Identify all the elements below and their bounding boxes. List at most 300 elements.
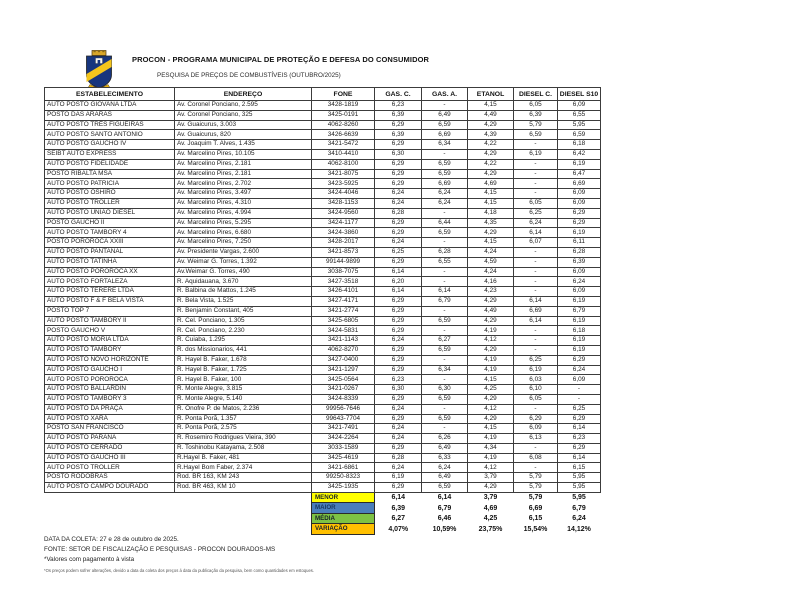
price-gas-c: 6,24 bbox=[375, 463, 422, 473]
price-gas-a: 6,59 bbox=[422, 316, 468, 326]
summary-diesel-s10: 6,79 bbox=[572, 504, 586, 512]
price-diesel-c: 6,29 bbox=[514, 414, 558, 424]
price-gas-a: 6,59 bbox=[422, 159, 468, 169]
price-etanol: 4,12 bbox=[468, 336, 514, 346]
price-gas-a: - bbox=[422, 306, 468, 316]
establishment-name: AUTO POSTO TAMBORY bbox=[45, 345, 175, 355]
address: R. Cuiaba, 1.295 bbox=[175, 336, 312, 346]
price-gas-a: - bbox=[422, 277, 468, 287]
price-gas-c: 6,29 bbox=[375, 414, 422, 424]
collection-date-note: DATA DA COLETA: 27 e 28 de outubro de 2025. bbox=[44, 536, 179, 543]
price-diesel-s10: 6,29 bbox=[558, 414, 601, 424]
fuel-price-table bbox=[44, 87, 601, 535]
phone: 3410-4410 bbox=[312, 149, 375, 159]
table-row bbox=[45, 247, 601, 257]
table-header bbox=[45, 88, 601, 101]
phone: 99250-8323 bbox=[312, 473, 375, 483]
address: Av. Coronel Ponciano, 325 bbox=[175, 110, 312, 120]
price-etanol: 4,16 bbox=[468, 277, 514, 287]
phone: 3424-2264 bbox=[312, 434, 375, 444]
price-diesel-s10: 5,95 bbox=[558, 483, 601, 493]
phone: 3421-6861 bbox=[312, 463, 375, 473]
price-gas-a: 6,59 bbox=[422, 414, 468, 424]
price-diesel-c: - bbox=[514, 443, 558, 453]
price-gas-c: 6,14 bbox=[375, 267, 422, 277]
table-row bbox=[45, 140, 601, 150]
establishment-name: POSTO DAS ARARAS bbox=[45, 110, 175, 120]
establishment-name: AUTO POSTO OSHIRO bbox=[45, 189, 175, 199]
address: R.Hayel Bom Faber, 2.374 bbox=[175, 463, 312, 473]
price-diesel-s10: 6,39 bbox=[558, 257, 601, 267]
summary-gas-c: 4,07% bbox=[388, 525, 409, 533]
establishment-name: AUTO POSTO UNIAO DIESEL bbox=[45, 208, 175, 218]
price-diesel-s10: 6,09 bbox=[558, 287, 601, 297]
price-diesel-s10: 6,24 bbox=[558, 277, 601, 287]
address: R. Cel. Ponciano, 2.230 bbox=[175, 326, 312, 336]
price-gas-c: 6,29 bbox=[375, 140, 422, 150]
table-row bbox=[45, 287, 601, 297]
price-etanol: 4,29 bbox=[468, 296, 514, 306]
price-diesel-c: - bbox=[514, 404, 558, 414]
address: Av. Guaicurus, 3.003 bbox=[175, 120, 312, 130]
price-diesel-c: 6,19 bbox=[514, 149, 558, 159]
address: Av. Marcelino Pires, 10.105 bbox=[175, 149, 312, 159]
summary-gas-a: 6,14 bbox=[437, 494, 452, 502]
establishment-name: AUTO POSTO XARÁ bbox=[45, 414, 175, 424]
phone: 3428-2017 bbox=[312, 238, 375, 248]
phone: 3424-1177 bbox=[312, 218, 375, 228]
table-row bbox=[45, 375, 601, 385]
price-diesel-s10: - bbox=[558, 394, 601, 404]
table-row bbox=[45, 159, 601, 169]
price-etanol: 4,23 bbox=[468, 287, 514, 297]
price-diesel-c: 5,79 bbox=[514, 483, 558, 493]
table-row bbox=[45, 345, 601, 355]
price-gas-a: 6,26 bbox=[422, 434, 468, 444]
price-gas-c: 6,20 bbox=[375, 277, 422, 287]
phone: 3427-0400 bbox=[312, 355, 375, 365]
price-gas-c: 6,19 bbox=[375, 473, 422, 483]
table-row bbox=[45, 130, 601, 140]
price-diesel-c: 6,14 bbox=[514, 316, 558, 326]
price-gas-a: 6,55 bbox=[422, 257, 468, 267]
price-gas-c: 6,23 bbox=[375, 101, 422, 111]
address: Av. Marcelino Pires, 2.181 bbox=[175, 169, 312, 179]
price-etanol: 4,29 bbox=[468, 345, 514, 355]
price-diesel-c: - bbox=[514, 267, 558, 277]
price-diesel-s10: - bbox=[558, 385, 601, 395]
price-diesel-s10: 6,42 bbox=[558, 149, 601, 159]
phone: 3421-8075 bbox=[312, 169, 375, 179]
summary-gas-a: 10,59% bbox=[432, 525, 457, 533]
price-gas-a: - bbox=[422, 326, 468, 336]
price-etanol: 4,49 bbox=[468, 110, 514, 120]
establishment-name: AUTO POSTO TAMBORY 3 bbox=[45, 394, 175, 404]
price-gas-c: 6,24 bbox=[375, 434, 422, 444]
establishment-name: AUTO POSTO PARANA bbox=[45, 434, 175, 444]
address: Av. Marcelino Pires, 5.295 bbox=[175, 218, 312, 228]
price-gas-c: 6,30 bbox=[375, 149, 422, 159]
table-row bbox=[45, 267, 601, 277]
table-row bbox=[45, 277, 601, 287]
address: R. Benjamin Constant, 405 bbox=[175, 306, 312, 316]
price-diesel-s10: 6,19 bbox=[558, 228, 601, 238]
price-etanol: 4,29 bbox=[468, 394, 514, 404]
summary-label: MÉDIA bbox=[312, 513, 375, 524]
price-gas-c: 6,29 bbox=[375, 257, 422, 267]
phone: 3423-5925 bbox=[312, 179, 375, 189]
summary-diesel-c: 6,69 bbox=[528, 504, 543, 512]
price-diesel-s10: 6,47 bbox=[558, 169, 601, 179]
table-row bbox=[45, 434, 601, 444]
establishment-name: POSTO SAN FRANCISCO bbox=[45, 424, 175, 434]
establishment-name: POSTO RIBALTA MSA bbox=[45, 169, 175, 179]
table-row bbox=[45, 149, 601, 159]
price-gas-a: 6,30 bbox=[422, 385, 468, 395]
phone: 3424-4046 bbox=[312, 189, 375, 199]
summary-label: VARIAÇÃO bbox=[312, 524, 375, 535]
price-diesel-s10: 6,19 bbox=[558, 345, 601, 355]
price-etanol: 4,15 bbox=[468, 101, 514, 111]
address: Av.Weimar G. Torres, 490 bbox=[175, 267, 312, 277]
establishment-name: AUTO POSTO TROLLER bbox=[45, 463, 175, 473]
table-row bbox=[45, 336, 601, 346]
summary-gas-c: 6,27 bbox=[391, 515, 406, 523]
price-diesel-s10: 6,09 bbox=[558, 198, 601, 208]
price-diesel-c: - bbox=[514, 159, 558, 169]
table-row bbox=[45, 385, 601, 395]
table-row bbox=[45, 463, 601, 473]
summary-diesel-s10: 5,95 bbox=[572, 494, 586, 502]
phone: 3421-5472 bbox=[312, 140, 375, 150]
page-title: PROCON - PROGRAMA MUNICIPAL DE PROTEÇÃO E DEFESA DO CONSUMIDOR bbox=[132, 55, 430, 64]
price-gas-c: 6,29 bbox=[375, 365, 422, 375]
footer-notes bbox=[44, 535, 314, 575]
price-gas-a: - bbox=[422, 375, 468, 385]
summary-diesel-c: 5,79 bbox=[528, 494, 543, 502]
address: R. Monte Alegre, 5.140 bbox=[175, 394, 312, 404]
table-row bbox=[45, 257, 601, 267]
summary-spacer bbox=[45, 513, 312, 524]
price-etanol: 3,79 bbox=[468, 473, 514, 483]
summary-spacer bbox=[45, 524, 312, 535]
phone: 3425-0564 bbox=[312, 375, 375, 385]
establishment-name: AUTO POSTO TAMBORY II bbox=[45, 316, 175, 326]
price-gas-c: 6,39 bbox=[375, 130, 422, 140]
price-diesel-c: - bbox=[514, 140, 558, 150]
price-diesel-s10: 6,29 bbox=[558, 218, 601, 228]
address: R. Cel. Ponciano, 1.305 bbox=[175, 316, 312, 326]
price-gas-c: 6,24 bbox=[375, 198, 422, 208]
table-row bbox=[45, 179, 601, 189]
phone: 3425-1935 bbox=[312, 483, 375, 493]
price-diesel-c: 6,08 bbox=[514, 453, 558, 463]
address: Av. Marcelino Pires, 4.994 bbox=[175, 208, 312, 218]
summary-gas-a: 6,46 bbox=[437, 515, 452, 523]
address: Av. Weimar G. Torres, 1.392 bbox=[175, 257, 312, 267]
price-gas-c: 6,24 bbox=[375, 424, 422, 434]
summary-etanol: 23,75% bbox=[478, 525, 503, 533]
price-gas-a: - bbox=[422, 267, 468, 277]
establishment-name: SEIBT AUTO EXPRESS bbox=[45, 149, 175, 159]
phone: 3421-1143 bbox=[312, 336, 375, 346]
address: R.Hayel B. Faker, 481 bbox=[175, 453, 312, 463]
price-diesel-s10: 6,09 bbox=[558, 375, 601, 385]
phone: 3421-0267 bbox=[312, 385, 375, 395]
price-diesel-c: 5,79 bbox=[514, 473, 558, 483]
price-gas-a: 6,59 bbox=[422, 345, 468, 355]
establishment-name: AUTO POSTO POROROCA XX bbox=[45, 267, 175, 277]
price-diesel-s10: 5,95 bbox=[558, 120, 601, 130]
address: Av. Marcelino Pires, 4.310 bbox=[175, 198, 312, 208]
price-diesel-c: - bbox=[514, 189, 558, 199]
price-etanol: 4,15 bbox=[468, 198, 514, 208]
price-gas-a: 6,59 bbox=[422, 394, 468, 404]
price-diesel-s10: 6,59 bbox=[558, 130, 601, 140]
table-row bbox=[45, 424, 601, 434]
address: R. Onofre P. de Matos, 2.236 bbox=[175, 404, 312, 414]
summary-gas-a: 6,79 bbox=[437, 504, 452, 512]
price-diesel-s10: 6,29 bbox=[558, 208, 601, 218]
price-gas-a: 6,49 bbox=[422, 443, 468, 453]
price-diesel-s10: 6,25 bbox=[558, 404, 601, 414]
address: R. Hayel B. Faker, 100 bbox=[175, 375, 312, 385]
table-row bbox=[45, 120, 601, 130]
price-diesel-c: 6,25 bbox=[514, 208, 558, 218]
price-gas-a: 6,59 bbox=[422, 483, 468, 493]
establishment-name: AUTO POSTO FIDELIDADE bbox=[45, 159, 175, 169]
establishment-name: AUTO POSTO GAUCHO IV bbox=[45, 140, 175, 150]
table-row bbox=[45, 238, 601, 248]
phone: 3421-1297 bbox=[312, 365, 375, 375]
price-gas-a: 6,69 bbox=[422, 130, 468, 140]
price-diesel-s10: 6,09 bbox=[558, 267, 601, 277]
price-etanol: 4,15 bbox=[468, 189, 514, 199]
price-gas-a: 6,27 bbox=[422, 336, 468, 346]
price-diesel-s10: 6,19 bbox=[558, 336, 601, 346]
table-row bbox=[45, 169, 601, 179]
address: R. Hayel B. Faker, 1.678 bbox=[175, 355, 312, 365]
price-diesel-c: - bbox=[514, 336, 558, 346]
price-diesel-c: 6,25 bbox=[514, 355, 558, 365]
address: R. Hayel B. Faker, 1.725 bbox=[175, 365, 312, 375]
table-row bbox=[45, 316, 601, 326]
price-etanol: 4,15 bbox=[468, 424, 514, 434]
price-gas-a: - bbox=[422, 424, 468, 434]
price-etanol: 4,15 bbox=[468, 375, 514, 385]
price-etanol: 4,29 bbox=[468, 169, 514, 179]
phone: 4062-8100 bbox=[312, 159, 375, 169]
source-note: FONTE: SETOR DE FISCALIZAÇÃO E PESQUISAS - PROCON DOURADOS-MS bbox=[44, 546, 276, 553]
address: R. Aquidauana, 3.670 bbox=[175, 277, 312, 287]
price-diesel-s10: 6,28 bbox=[558, 247, 601, 257]
price-diesel-c: 6,13 bbox=[514, 434, 558, 444]
price-diesel-c: - bbox=[514, 463, 558, 473]
price-etanol: 4,69 bbox=[468, 179, 514, 189]
price-gas-a: 6,28 bbox=[422, 247, 468, 257]
address: Av. Coronel Ponciano, 2.595 bbox=[175, 101, 312, 111]
price-gas-c: 6,29 bbox=[375, 120, 422, 130]
establishment-name: AUTO POSTO CAMPO DOURADO bbox=[45, 483, 175, 493]
establishment-name: AUTO POSTO FORTALEZA bbox=[45, 277, 175, 287]
price-gas-c: 6,28 bbox=[375, 453, 422, 463]
price-gas-c: 6,39 bbox=[375, 110, 422, 120]
price-diesel-c: 6,05 bbox=[514, 394, 558, 404]
establishment-name: AUTO POSTO BALLARDIN bbox=[45, 385, 175, 395]
price-diesel-c: 6,14 bbox=[514, 228, 558, 238]
price-etanol: 4,29 bbox=[468, 414, 514, 424]
price-gas-a: 6,59 bbox=[422, 228, 468, 238]
cash-payment-note: *Valores com pagamento à vista bbox=[44, 556, 135, 563]
municipal-crest-icon bbox=[84, 50, 114, 90]
phone: 3421-2774 bbox=[312, 306, 375, 316]
address: Av. Presidente Vargas, 2.600 bbox=[175, 247, 312, 257]
price-gas-a: 6,59 bbox=[422, 120, 468, 130]
price-diesel-s10: 6,09 bbox=[558, 101, 601, 111]
price-etanol: 4,29 bbox=[468, 120, 514, 130]
col-header-endereco: ENDEREÇO bbox=[175, 88, 312, 101]
price-gas-a: 6,24 bbox=[422, 463, 468, 473]
address: R. Ponta Porã, 1.357 bbox=[175, 414, 312, 424]
table-row bbox=[45, 189, 601, 199]
price-etanol: 4,12 bbox=[468, 404, 514, 414]
price-etanol: 4,19 bbox=[468, 453, 514, 463]
price-etanol: 4,12 bbox=[468, 463, 514, 473]
table-row bbox=[45, 101, 601, 111]
price-diesel-c: 6,69 bbox=[514, 306, 558, 316]
price-etanol: 4,24 bbox=[468, 267, 514, 277]
price-gas-a: - bbox=[422, 404, 468, 414]
price-etanol: 4,25 bbox=[468, 385, 514, 395]
price-diesel-s10: 6,19 bbox=[558, 159, 601, 169]
price-diesel-s10: 6,11 bbox=[558, 238, 601, 248]
price-gas-a: 6,59 bbox=[422, 169, 468, 179]
phone: 3033-1589 bbox=[312, 443, 375, 453]
price-gas-a: - bbox=[422, 101, 468, 111]
table-row bbox=[45, 306, 601, 316]
summary-gas-c: 6,39 bbox=[391, 504, 406, 512]
price-etanol: 4,34 bbox=[468, 443, 514, 453]
phone: 3421-7491 bbox=[312, 424, 375, 434]
price-gas-c: 6,25 bbox=[375, 247, 422, 257]
price-diesel-c: 6,24 bbox=[514, 218, 558, 228]
summary-label: MENOR bbox=[312, 492, 375, 503]
summary-row bbox=[45, 524, 601, 535]
price-gas-c: 6,29 bbox=[375, 228, 422, 238]
establishment-name: POSTO GAUCHO II bbox=[45, 218, 175, 228]
establishment-name: AUTO POSTO TERERE LTDA bbox=[45, 287, 175, 297]
summary-spacer bbox=[45, 492, 312, 503]
col-header-etanol: ETANOL bbox=[468, 88, 514, 101]
price-gas-a: 6,34 bbox=[422, 365, 468, 375]
address: Av. Marcelino Pires, 3.497 bbox=[175, 189, 312, 199]
summary-body bbox=[45, 492, 601, 534]
price-diesel-s10: 6,23 bbox=[558, 434, 601, 444]
col-header-fone: FONE bbox=[312, 88, 375, 101]
price-diesel-c: - bbox=[514, 257, 558, 267]
price-gas-a: - bbox=[422, 208, 468, 218]
price-diesel-c: 6,39 bbox=[514, 110, 558, 120]
price-diesel-c: 5,79 bbox=[514, 120, 558, 130]
price-diesel-c: - bbox=[514, 326, 558, 336]
establishment-name: AUTO POSTO F & F BELA VISTA bbox=[45, 296, 175, 306]
establishment-name: AUTO POSTO TROLLER bbox=[45, 198, 175, 208]
price-diesel-c: - bbox=[514, 287, 558, 297]
price-etanol: 4,22 bbox=[468, 140, 514, 150]
establishment-name: AUTO POSTO GAUCHO I bbox=[45, 365, 175, 375]
price-etanol: 4,29 bbox=[468, 483, 514, 493]
summary-diesel-c: 15,54% bbox=[523, 525, 548, 533]
phone: 4062-8270 bbox=[312, 345, 375, 355]
phone: 3425-0191 bbox=[312, 110, 375, 120]
price-gas-a: 6,24 bbox=[422, 198, 468, 208]
price-gas-c: 6,24 bbox=[375, 238, 422, 248]
establishment-name: AUTO POSTO DA PRAÇA bbox=[45, 404, 175, 414]
summary-label: MAIOR bbox=[312, 503, 375, 514]
disclaimer-note: *Os preços podem sofrer alterações, devido a data da coleta dos preços á data da publicação da pesquisa, bem como quantidades em estoques. bbox=[44, 568, 315, 573]
price-diesel-s10: 6,29 bbox=[558, 355, 601, 365]
price-diesel-s10: 6,14 bbox=[558, 424, 601, 434]
price-diesel-s10: 6,19 bbox=[558, 296, 601, 306]
price-gas-c: 6,24 bbox=[375, 404, 422, 414]
table-row bbox=[45, 473, 601, 483]
table-row bbox=[45, 296, 601, 306]
price-etanol: 4,19 bbox=[468, 326, 514, 336]
phone: 3425-6805 bbox=[312, 316, 375, 326]
price-gas-c: 6,24 bbox=[375, 189, 422, 199]
price-gas-c: 6,28 bbox=[375, 208, 422, 218]
price-etanol: 4,59 bbox=[468, 257, 514, 267]
summary-diesel-s10: 6,24 bbox=[572, 515, 586, 523]
price-diesel-s10: 6,19 bbox=[558, 316, 601, 326]
price-diesel-c: 6,19 bbox=[514, 365, 558, 375]
col-header-estabelecimento: ESTABELECIMENTO bbox=[45, 88, 175, 101]
price-etanol: 4,18 bbox=[468, 208, 514, 218]
table-row bbox=[45, 365, 601, 375]
price-etanol: 4,22 bbox=[468, 159, 514, 169]
price-gas-a: 6,34 bbox=[422, 140, 468, 150]
summary-gas-c: 6,14 bbox=[391, 494, 406, 502]
summary-row bbox=[45, 513, 601, 524]
price-etanol: 4,19 bbox=[468, 434, 514, 444]
address: Av. Marcelino Pires, 7.250 bbox=[175, 238, 312, 248]
summary-spacer bbox=[45, 503, 312, 514]
col-header-gas-c: GAS. C. bbox=[375, 88, 422, 101]
phone: 3038-7075 bbox=[312, 267, 375, 277]
establishment-name: AUTO POSTO POROROCA bbox=[45, 375, 175, 385]
address: R. Bela Vista, 1.525 bbox=[175, 296, 312, 306]
establishment-name: AUTO POSTO GIOVANA LTDA bbox=[45, 101, 175, 111]
price-diesel-s10: 6,69 bbox=[558, 179, 601, 189]
phone: 3424-8339 bbox=[312, 394, 375, 404]
table-row bbox=[45, 414, 601, 424]
price-etanol: 4,15 bbox=[468, 238, 514, 248]
price-diesel-s10: 6,14 bbox=[558, 453, 601, 463]
price-gas-c: 6,29 bbox=[375, 483, 422, 493]
address: Rod. BR 463, KM 10 bbox=[175, 483, 312, 493]
address: Rod. BR 163, KM 243 bbox=[175, 473, 312, 483]
price-gas-c: 6,24 bbox=[375, 336, 422, 346]
price-etanol: 4,49 bbox=[468, 306, 514, 316]
establishment-name: AUTO POSTO TAMBORY 4 bbox=[45, 228, 175, 238]
price-diesel-s10: 6,18 bbox=[558, 326, 601, 336]
address: R. Toshinobu Katayama, 2.508 bbox=[175, 443, 312, 453]
price-gas-c: 6,29 bbox=[375, 218, 422, 228]
price-gas-c: 6,29 bbox=[375, 345, 422, 355]
price-etanol: 4,39 bbox=[468, 130, 514, 140]
price-gas-c: 6,29 bbox=[375, 326, 422, 336]
price-gas-a: - bbox=[422, 355, 468, 365]
